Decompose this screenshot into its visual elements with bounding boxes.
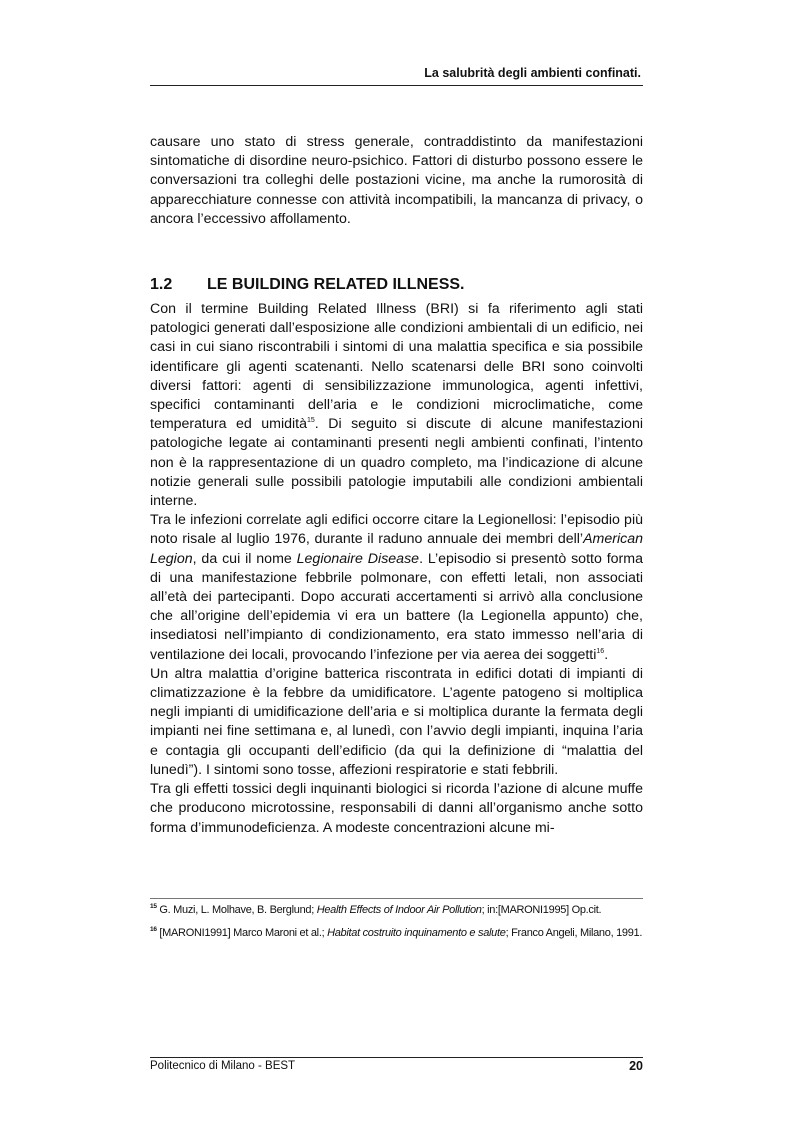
footnote-ref-16[interactable]: 16 <box>596 647 605 655</box>
footnote-number: 15 <box>150 903 157 910</box>
paragraph-text: . L’episodio si presentò sotto forma di una manifestazione febbrile polmonare, con effetti letali, non associati all’età dei partecipanti. Dopo accurati accertamenti si arrivò alla conclusione che all’origine dell’epidemia vi era un battere (la Legionella appunto) che, insediatosi nell’impianto di condizionamento, era stato immesso nell’aria di ventilazione dei locali, provocando l’infezione per via aerea dei soggetti <box>150 550 643 663</box>
intro-paragraph: causare uno stato di stress generale, contraddistinto da manifestazioni sintomatiche di disordine neuro-psichico. Fattori di disturbo possono essere le conversazioni tra colleghi delle postazioni vicine, ma anche la rumorosità di apparecchiature connesse con attività incompatibili, la mancanza di privacy, o ancora l’eccessivo affollamento. <box>150 134 643 227</box>
paragraph-text: , da cui il nome <box>192 550 297 567</box>
section-title: LE BUILDING RELATED ILLNESS. <box>207 276 465 294</box>
footnote-text: [MARONI1991] Marco Maroni et al.; <box>156 927 328 939</box>
paragraph-text: Con il termine Building Related Illness (BRI) si fa riferimento agli stati patologici generati dall’esposizione alle condizioni ambientali di un edificio, nei casi in cui siano riscontrabili i sintomi di una malattia specifica e sia possibile identificare gli agenti scatenanti. Nello scatenarsi delle BRI sono coinvolti diversi fattori: agenti di sensibilizzazione immunologica, agenti infettivi, specifici contaminanti dell’aria e le condizioni microclimatiche, come temperatura ed umidità <box>150 301 643 433</box>
paragraph-text: . Di seguito si discute di alcune manifestazioni patologiche legate ai contaminanti presenti negli ambienti confinati, l’intento non è la rappresentazione di un quadro completo, ma l’indicazione di alcune notizie generali sulle possibili patologie imputabili alle condizioni ambientali interne. <box>150 416 643 510</box>
paragraph-text: Tra le infezioni correlate agli edifici occorre citare la Legionellosi: l’episodio più noto risale al luglio 1976, durante il raduno annuale dei membri dell’ <box>150 512 643 548</box>
paragraph-text: . <box>604 646 609 663</box>
footnote-italic-title: Health Effects of Indoor Air Pollution <box>316 904 482 916</box>
section-number: 1.2 <box>150 276 173 294</box>
italic-term: American Legion <box>150 531 643 567</box>
paragraph-bri-definition <box>150 300 643 511</box>
footnote-text: G. Muzi, L. Molhave, B. Berglund; <box>156 904 317 916</box>
running-header-title: La salubrità degli ambienti confinati. <box>424 66 641 80</box>
footnote-text: ; in:[MARONI1995] Op.cit. <box>481 904 602 916</box>
footnote-15 <box>150 904 643 916</box>
italic-term: Legionaire Disease <box>296 550 420 567</box>
page-number: 20 <box>629 1059 643 1073</box>
paragraph-humidifier-fever: Un altra malattia d’origine batterica riscontrata in edifici dotati di impianti di climatizzazione è la febbre da umidificatore. L’agente patogeno si moltiplica negli impianti di umidificazione dell’aria e si moltiplica durante la fermata degli impianti nei fine settimana e, al lunedì, con l’avvio degli impianti, inquina l’aria e contagia gli occupanti dell’edificio (da qui la definizione di “malattia del lunedì”). I sintomi sono tosse, affezioni respiratorie e stati febbrili. <box>150 665 643 778</box>
header-divider <box>150 85 643 86</box>
footnote-text: ; Franco Angeli, Milano, 1991. <box>505 927 643 939</box>
footer-divider <box>150 1057 643 1058</box>
footnote-16 <box>150 927 643 939</box>
footnote-number: 16 <box>150 926 157 933</box>
paragraph-legionellosis <box>150 511 643 665</box>
footer-institution: Politecnico di Milano - BEST <box>150 1060 296 1072</box>
footnote-divider <box>150 898 643 899</box>
section-heading <box>150 274 643 296</box>
footnote-italic-title: Habitat costruito inquinamento e salute <box>327 927 506 939</box>
footnote-ref-15[interactable]: 15 <box>306 417 315 425</box>
main-content <box>150 133 643 838</box>
paragraph-mould-toxins: Tra gli effetti tossici degli inquinanti biologici si ricorda l’azione di alcune muffe che producono microtossine, responsabili di danni all’organismo anche sotto forma d’immunodeficienza. A modeste concentrazioni alcune mi- <box>150 781 643 836</box>
